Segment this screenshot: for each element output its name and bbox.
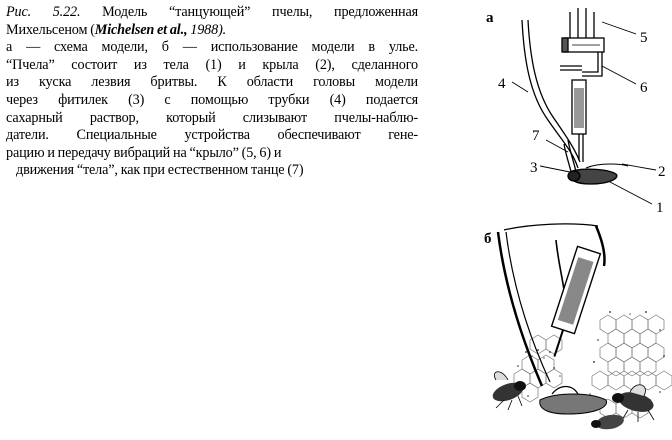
caption-title-part2: Михельсеном ( [6, 21, 95, 38]
figure-reference: Рис. 5.22. [6, 4, 81, 20]
follower-bee-left [490, 372, 526, 410]
bee-model-figure [460, 0, 672, 440]
panel-b-label: б [484, 231, 492, 247]
panel-b-drawing [490, 224, 672, 431]
caption-body-line: рацию и передачу вибраций на “крыло” (5, 6) и [6, 144, 282, 161]
caption-body-line: датели. Специальные устройства обеспечивают гене- [6, 127, 418, 144]
caption-title-part1: Модель “танцующей” пчелы, предложенная [102, 4, 418, 20]
part-label-6: 6 [640, 80, 648, 96]
part-label-4: 4 [498, 76, 506, 92]
caption-body-line: сахарный раствор, который слизывают пчелы-наблю- [6, 109, 418, 126]
figure-caption [6, 4, 418, 180]
caption-body-line: движения “тела”, как при естественном танце (7) [16, 162, 304, 179]
panel-a-label: а [486, 10, 494, 26]
caption-body-line: а — схема модели, б — использование модели в улье. [6, 39, 418, 56]
caption-body-line: “Пчела” состоит из тела (1) и крыла (2), сделанного [6, 56, 418, 73]
bee-model-drawing [460, 0, 672, 440]
panel-a-drawing [522, 8, 628, 184]
part-label-1: 1 [656, 200, 664, 216]
part-label-3: 3 [530, 160, 538, 176]
caption-body-line: через фитилек (3) с помощью трубки (4) подается [6, 91, 418, 108]
part-label-5: 5 [640, 30, 648, 46]
part-label-7: 7 [532, 128, 540, 144]
author-reference: Michelsen et al., [94, 21, 188, 38]
year-reference: 1988). [190, 21, 227, 38]
caption-line-2 [6, 22, 418, 40]
part-label-2: 2 [658, 164, 666, 180]
caption-body-line: из куска лезвия бритвы. К области головы модели [6, 74, 418, 91]
syringe [543, 246, 600, 360]
caption-line-1 [6, 4, 418, 22]
